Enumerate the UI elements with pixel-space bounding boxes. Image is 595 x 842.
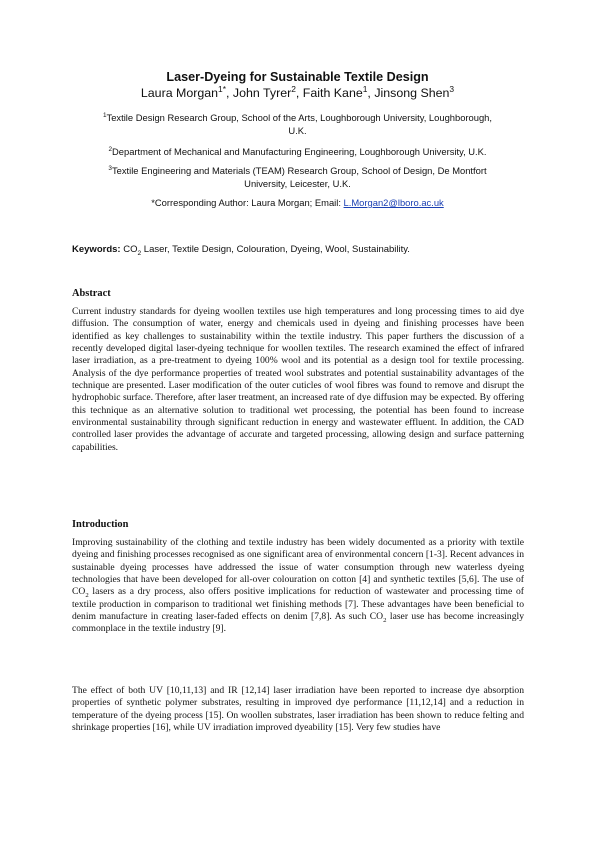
abstract-paragraph: Current industry standards for dyeing woollen textiles use high temperatures and long processing times to aid dye diffusion. The consumption of water, energy and chemicals used in dyeing and finishing processes have been identified as key challenges to sustainability within the textile industry. This paper furthers the discussion of a recently developed digital laser-dyeing technique for woollen textiles. The research examined the effect of infrared laser irradiation, as a pre-treatment to dyeing 100% wool and its potential as a design tool for textile processing. Analysis of the dye performance properties of treated wool substrates and potential sustainability advantages of the technique are presented. Laser modification of the outer cuticles of wool fibres was found to remove and disrupt the hydrophobic surface. Therefore, after laser treatment, an increased rate of dye diffusion may be expected. By offering this technique as an alternative solution to traditional wet processing, the potential has been found to increase environmental sustainability through significant reduction in energy and wastewater effluent. In addition, the CAD controlled laser provides the advantage of accurate and targeted processing, allowing design and surface patterning capabilities. xyxy=(72,306,524,453)
abstract-heading: Abstract xyxy=(72,288,111,299)
paragraph-text: Improving sustainability of the clothing and textile industry has been widely documented as a priority with textile dyeing and finishing processes recognised as one significant area of environmental concern [1-3]. Recent advances in sustainable dyeing processes have addressed the issue of water consumption through new waterless dyeing technologies that have been developed for all-over colouration on cotton [4] and synthetic textiles [5,6]. The use of CO xyxy=(72,537,524,598)
author-affiliation-mark: 3 xyxy=(449,83,455,94)
author-name: Jinsong Shen xyxy=(374,86,450,100)
introduction-heading: Introduction xyxy=(72,519,129,530)
author-name: Faith Kane xyxy=(302,86,363,100)
keywords-subscript: 2 xyxy=(137,249,142,257)
subscript: 2 xyxy=(85,592,89,600)
author-name: Laura Morgan xyxy=(140,86,219,100)
author-affiliation-mark: 2 xyxy=(291,83,296,94)
paper-title: Laser-Dyeing for Sustainable Textile Design xyxy=(166,70,429,84)
subscript: 2 xyxy=(383,616,387,624)
author-separator: , xyxy=(295,86,303,100)
affiliation-mark: 3 xyxy=(108,164,112,172)
keywords-text: CO xyxy=(120,244,138,255)
affiliation-mark: 2 xyxy=(108,145,112,153)
introduction-paragraph-1 xyxy=(72,537,524,636)
affiliation-mark: 1 xyxy=(102,111,107,119)
author-affiliation-mark: 1 xyxy=(362,83,368,94)
corresponding-author-text: *Corresponding Author: Laura Morgan; Email: xyxy=(151,197,344,208)
paragraph-text: lasers as a dry process, also offers positive implications for reduction of wastewater and processing time of textile production in comparison to traditional wet finishing methods [7]. These advantages have been beneficial to denim manufacture in creating laser-faded effects on denim [7,8]. As such CO xyxy=(72,586,524,623)
author-name: John Tyrer xyxy=(232,86,292,100)
keywords xyxy=(72,244,527,255)
keywords-label: Keywords: xyxy=(72,244,121,255)
affiliation-2 xyxy=(95,145,500,158)
introduction-paragraph-2: The effect of both UV [10,11,13] and IR [12,14] laser irradiation have been reported to increase dye absorption properties of synthetic polymer substrates, resulting in improved dye performance [11,12,14] and a reduction in temperature of the dyeing process [15]. On woollen substrates, laser irradiation has been shown to reduce felting and shrinkage properties [16], while UV irradiation improved dyeability [15]. Very few studies have xyxy=(72,685,524,734)
author-separator: , xyxy=(367,86,375,100)
keywords-text: Laser, Textile Design, Colouration, Dyeing, Wool, Sustainability. xyxy=(141,244,410,255)
paragraph-text: laser use has become increasingly commonplace in the textile industry [9]. xyxy=(72,611,524,635)
email-link[interactable]: L.Morgan2@lboro.ac.uk xyxy=(343,197,444,208)
author-affiliation-mark: 1* xyxy=(218,83,227,94)
corresponding-author xyxy=(95,196,500,209)
affiliation-text: Department of Mechanical and Manufacturing Engineering, Loughborough University, U.K. xyxy=(112,146,487,157)
affiliation-text: Textile Design Research Group, School of the Arts, Loughborough University, Loughborough, U.K. xyxy=(106,112,493,136)
affiliation-3 xyxy=(95,164,500,190)
author-separator: , xyxy=(226,86,233,100)
affiliation-text: Textile Engineering and Materials (TEAM) Research Group, School of Design, De Montfort University, Leicester, U.K. xyxy=(111,165,487,189)
author-list xyxy=(0,83,595,100)
affiliation-1 xyxy=(95,111,500,137)
